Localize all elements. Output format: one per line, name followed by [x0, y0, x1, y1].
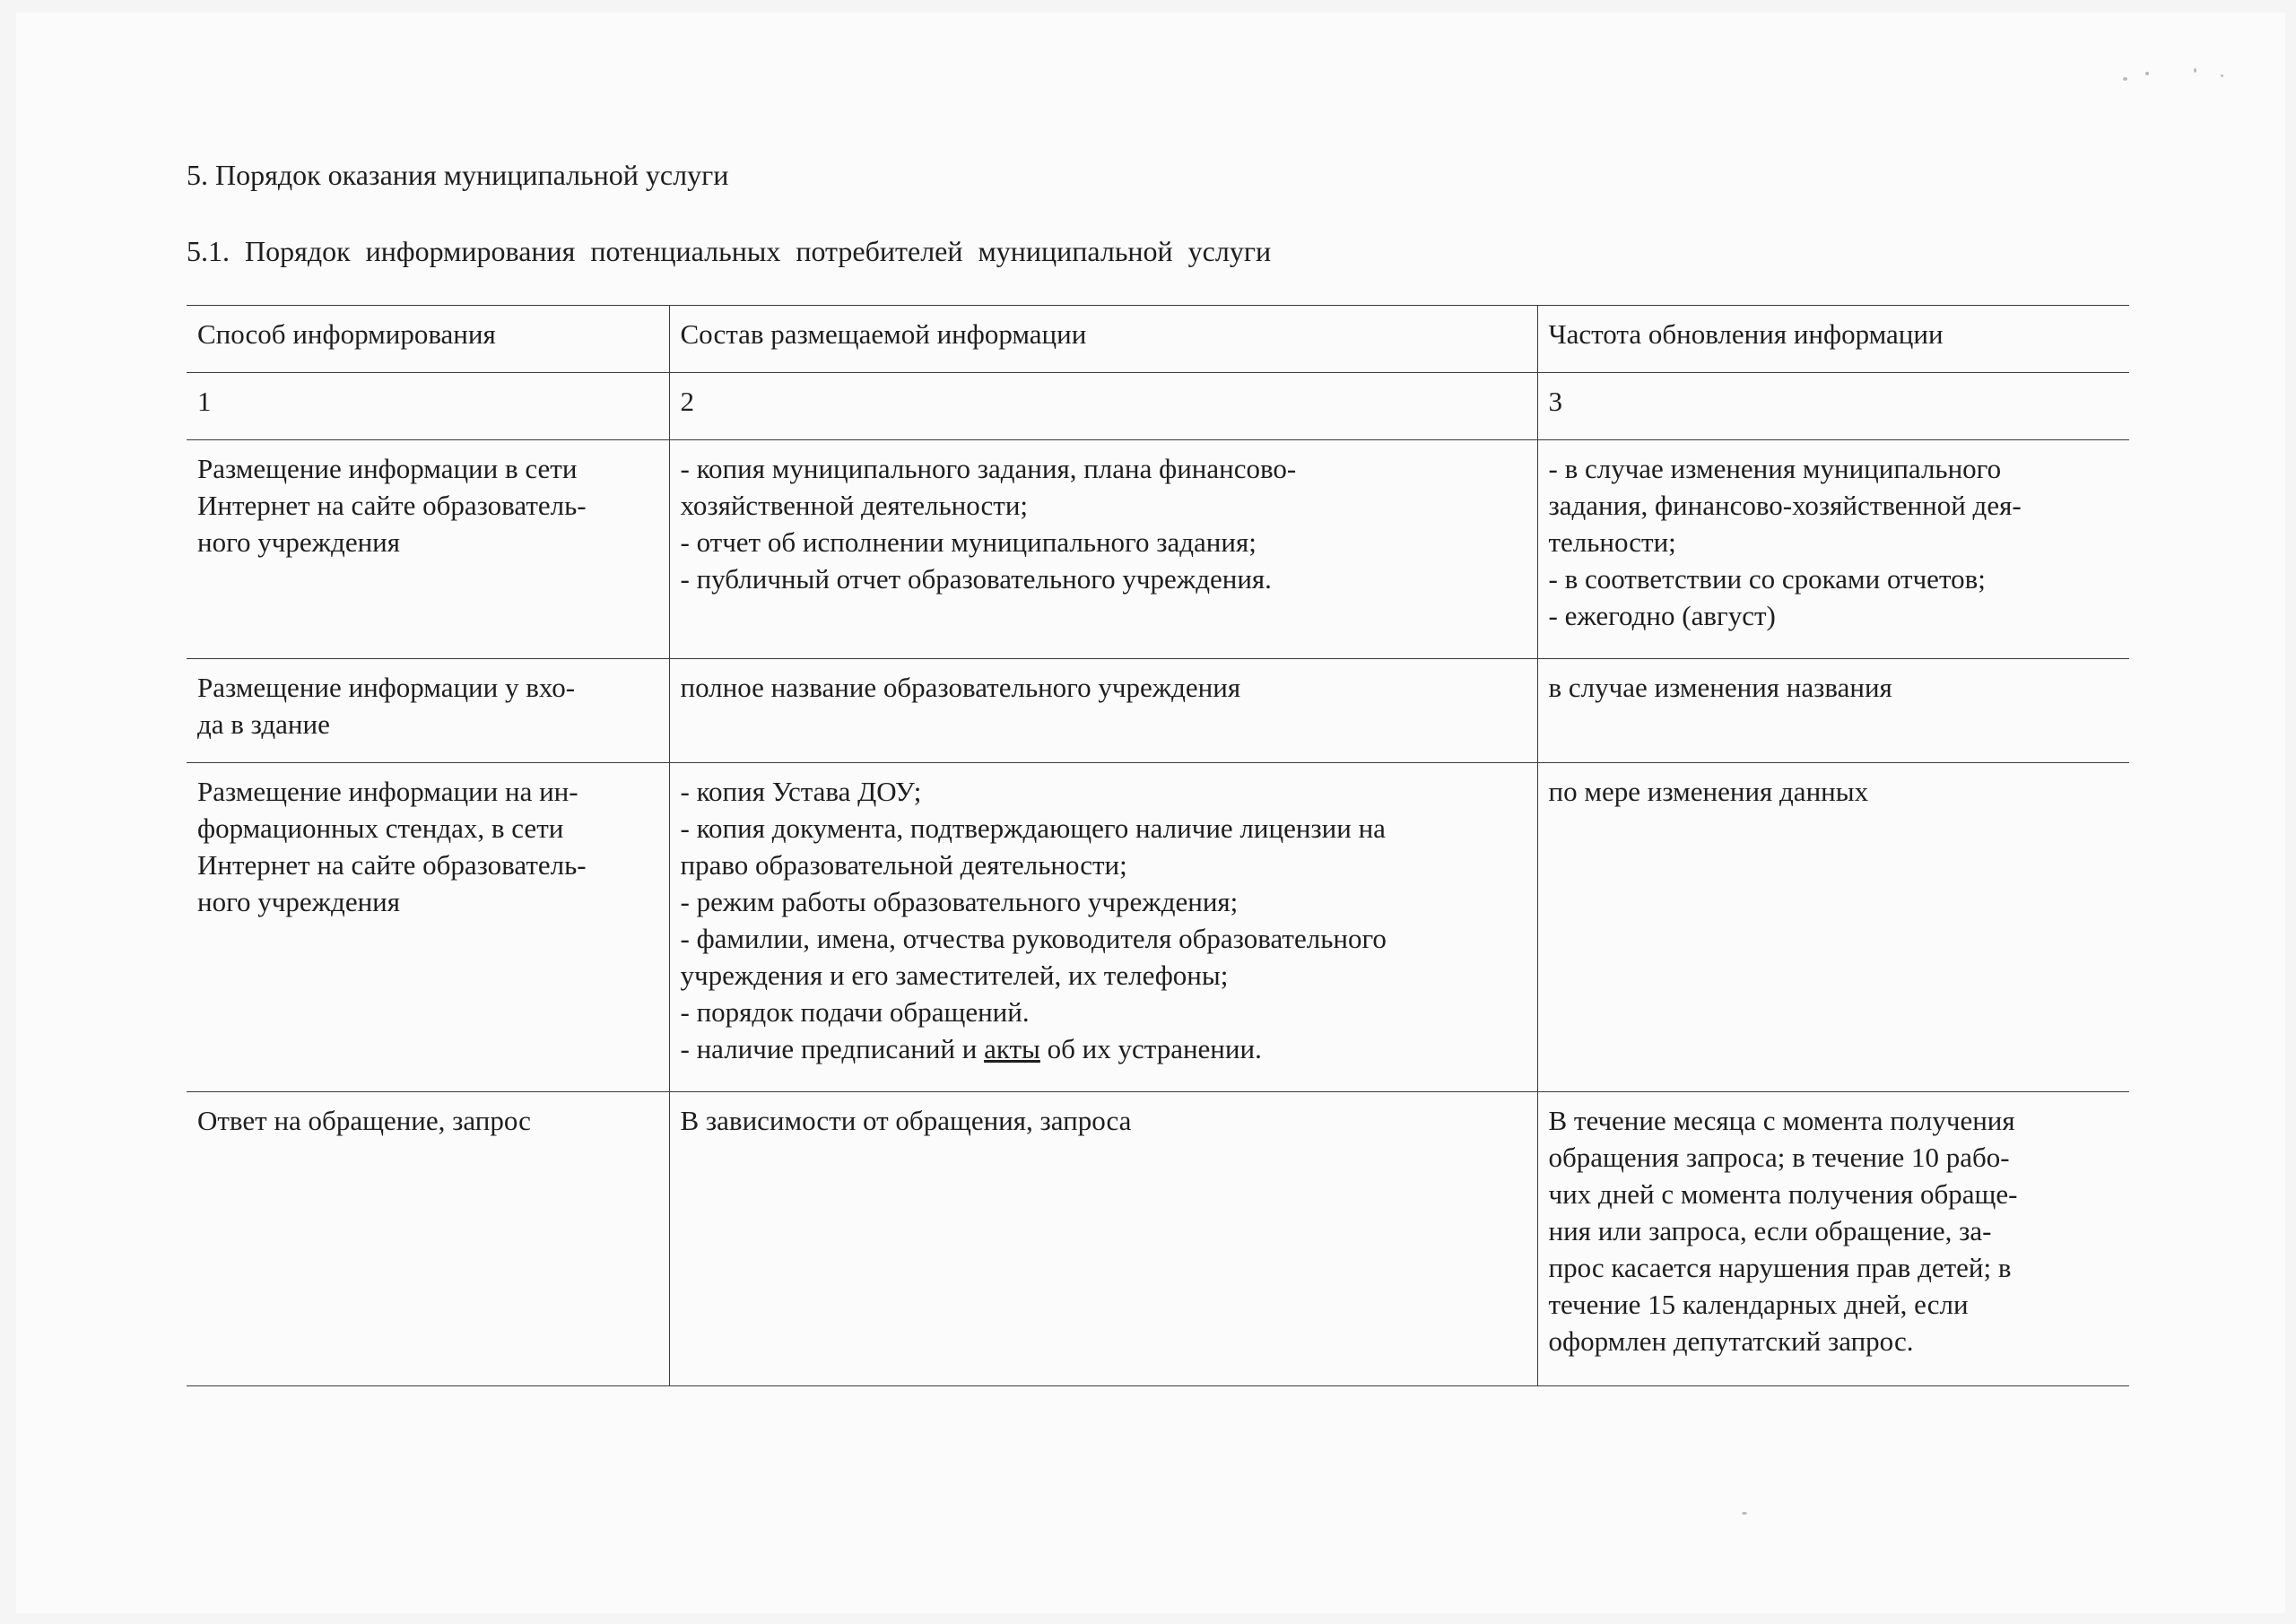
scan-speck — [2123, 77, 2127, 81]
frequency-cell — [1537, 659, 2129, 763]
text-line: - публичный отчет образовательного учреждения. — [680, 563, 1272, 595]
header-cell: Способ информирования — [187, 306, 669, 373]
table-row — [187, 1092, 2129, 1386]
text-line: Размещение информации в сети — [197, 453, 578, 484]
subsection-title: 5.1. Порядок информирования потенциальных потребителей муниципальной услуги — [187, 235, 1272, 267]
text-line: чих дней с момента получения обраще- — [1548, 1178, 2018, 1210]
text-line: - копия Устава ДОУ; — [680, 776, 922, 807]
table-header-row — [187, 306, 2129, 373]
method-cell — [187, 763, 669, 1092]
text-line: оформлен депутатский запрос. — [1548, 1325, 1914, 1357]
text-line: - в соответствии со сроками отчетов; — [1548, 563, 1986, 595]
text-line: - ежегодно (август) — [1548, 600, 1776, 631]
text-line: обращения запроса; в течение 10 рабо- — [1548, 1142, 2010, 1173]
text-line: Интернет на сайте образователь- — [197, 490, 587, 521]
table-row — [187, 440, 2129, 659]
text-line: ния или запроса, если обращение, за- — [1548, 1215, 1992, 1246]
method-cell — [187, 440, 669, 659]
text-line: Ответ на обращение, запрос — [197, 1105, 531, 1136]
text-line: формационных стендах, в сети — [197, 812, 564, 844]
table-row — [187, 659, 2129, 763]
column-number-row — [187, 373, 2129, 440]
scan-speck — [2145, 72, 2149, 75]
underlined-word: акты — [984, 1033, 1040, 1064]
information-table — [187, 305, 2129, 1386]
text-line: - режим работы образовательного учреждения; — [680, 886, 1239, 917]
section-title: 5. Порядок оказания муниципальной услуги — [187, 159, 729, 191]
text-line: тельности; — [1548, 526, 1676, 558]
header-cell: Состав размещаемой информации — [669, 306, 1537, 373]
text-line: Размещение информации у вхо- — [197, 672, 576, 703]
text-line: В течение месяца с момента получения — [1548, 1105, 2015, 1136]
text-line: в случае изменения названия — [1548, 672, 1892, 703]
method-cell — [187, 659, 669, 763]
column-number-cell: 3 — [1537, 373, 2129, 440]
header-cell: Частота обновления информации — [1537, 306, 2129, 373]
method-cell — [187, 1092, 669, 1386]
scan-speck — [2194, 68, 2196, 73]
content-cell — [669, 440, 1537, 659]
text-line: - в случае изменения муниципального — [1548, 453, 2002, 484]
text-line: да в здание — [197, 708, 330, 740]
text-fragment: - наличие предписаний и — [680, 1033, 985, 1064]
text-line: учреждения и его заместителей, их телефоны; — [680, 960, 1229, 991]
content-cell — [669, 659, 1537, 763]
text-line: полное название образовательного учреждения — [680, 672, 1241, 703]
text-line: - копия документа, подтверждающего наличие лицензии на — [680, 812, 1386, 844]
text-line: Размещение информации на ин- — [197, 776, 578, 807]
text-line: - фамилии, имена, отчества руководителя образовательного — [680, 923, 1387, 954]
text-line: В зависимости от обращения, запроса — [680, 1105, 1132, 1136]
column-number-cell: 2 — [669, 373, 1537, 440]
scan-speck — [1742, 1512, 1747, 1515]
text-line: ного учреждения — [197, 886, 401, 917]
text-line: течение 15 календарных дней, если — [1548, 1289, 1969, 1320]
text-line: задания, финансово-хозяйственной дея- — [1548, 490, 2022, 521]
table-row — [187, 763, 2129, 1092]
text-line: хозяйственной деятельности; — [680, 490, 1029, 521]
frequency-cell — [1537, 440, 2129, 659]
text-fragment: об их устранении. — [1039, 1033, 1262, 1064]
text-line: по мере изменения данных — [1548, 776, 1869, 807]
text-line: - копия муниципального задания, плана финансово- — [680, 453, 1297, 484]
text-line: право образовательной деятельности; — [680, 849, 1127, 881]
text-line: - отчет об исполнении муниципального задания; — [680, 526, 1257, 558]
frequency-cell — [1537, 1092, 2129, 1386]
content-cell — [669, 763, 1537, 1092]
content-cell — [669, 1092, 1537, 1386]
frequency-cell — [1537, 763, 2129, 1092]
column-number-cell: 1 — [187, 373, 669, 440]
text-line: Интернет на сайте образователь- — [197, 849, 587, 881]
text-line: ного учреждения — [197, 526, 401, 558]
text-line: прос касается нарушения прав детей; в — [1548, 1252, 2012, 1283]
scan-speck — [2221, 74, 2223, 77]
text-line: - порядок подачи обращений. — [680, 996, 1030, 1028]
text-line — [681, 1030, 1526, 1067]
